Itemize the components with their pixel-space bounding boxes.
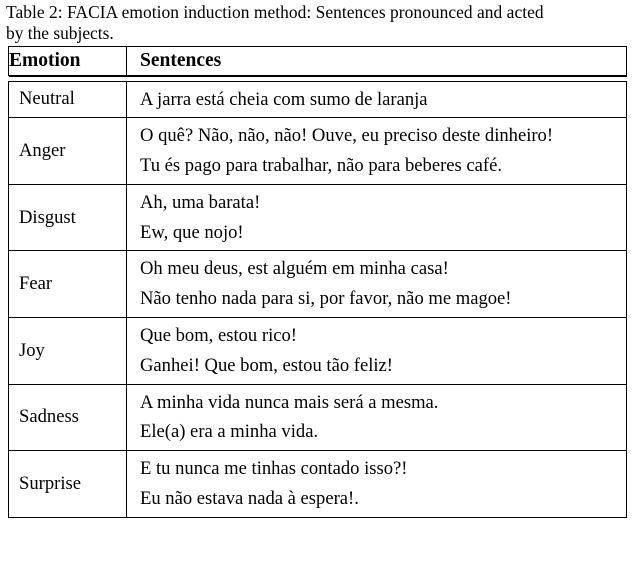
emotion-label: Joy <box>9 318 127 385</box>
table-caption-line-1: Table 2: FACIA emotion induction method: Sentences pronounced and acted <box>6 2 544 22</box>
table-caption-line-2: by the subjects. <box>6 22 114 43</box>
sentence-line: Ew, que nojo! <box>140 221 244 243</box>
sentence-line: A jarra está cheia com sumo de laranja <box>140 88 428 110</box>
sentence-line: Que bom, estou rico! <box>140 325 297 347</box>
emotion-label: Anger <box>9 118 127 185</box>
sentences-cell <box>127 451 627 518</box>
emotion-label: Disgust <box>9 184 127 251</box>
emotion-label: Sadness <box>9 384 127 451</box>
sentence-line: Oh meu deus, est alguém em minha casa! <box>140 258 449 280</box>
sentence-line: Ah, uma barata! <box>140 191 261 213</box>
sentence-line: A minha vida nunca mais será a mesma. <box>140 391 439 413</box>
table-row <box>9 451 627 518</box>
sentences-cell <box>127 384 627 451</box>
sentences-cell <box>127 318 627 385</box>
sentence-line: Eu não estava nada à espera!. <box>140 488 359 510</box>
column-header-sentences: Sentences <box>127 47 627 76</box>
emotion-label: Fear <box>9 251 127 318</box>
emotion-sentences-table <box>8 46 627 518</box>
sentences-cell <box>127 184 627 251</box>
sentences-cell <box>127 251 627 318</box>
table-row <box>9 318 627 385</box>
sentence-line: Tu és pago para trabalhar, não para beberes café. <box>140 155 503 177</box>
table-row <box>9 184 627 251</box>
table-header-row <box>9 47 627 76</box>
table-row <box>9 81 627 118</box>
sentence-line: E tu nunca me tinhas contado isso?! <box>140 458 408 480</box>
table-row <box>9 384 627 451</box>
emotion-label: Surprise <box>9 451 127 518</box>
rule-line <box>9 76 627 81</box>
table-row <box>9 118 627 185</box>
emotion-sentences-table-wrapper <box>8 46 626 518</box>
column-header-emotion: Emotion <box>9 47 127 76</box>
sentence-line: Ele(a) era a minha vida. <box>140 421 319 443</box>
sentence-line: O quê? Não, não, não! Ouve, eu preciso deste dinheiro! <box>140 125 554 147</box>
sentence-line: Não tenho nada para si, por favor, não me magoe! <box>140 288 512 310</box>
table-body <box>9 76 627 518</box>
table-header <box>9 47 627 76</box>
sentence-line: Ganhei! Que bom, estou tão feliz! <box>140 354 393 376</box>
emotion-label: Neutral <box>9 81 127 118</box>
table-row <box>9 251 627 318</box>
sentences-cell <box>127 81 627 118</box>
sentences-cell <box>127 118 627 185</box>
